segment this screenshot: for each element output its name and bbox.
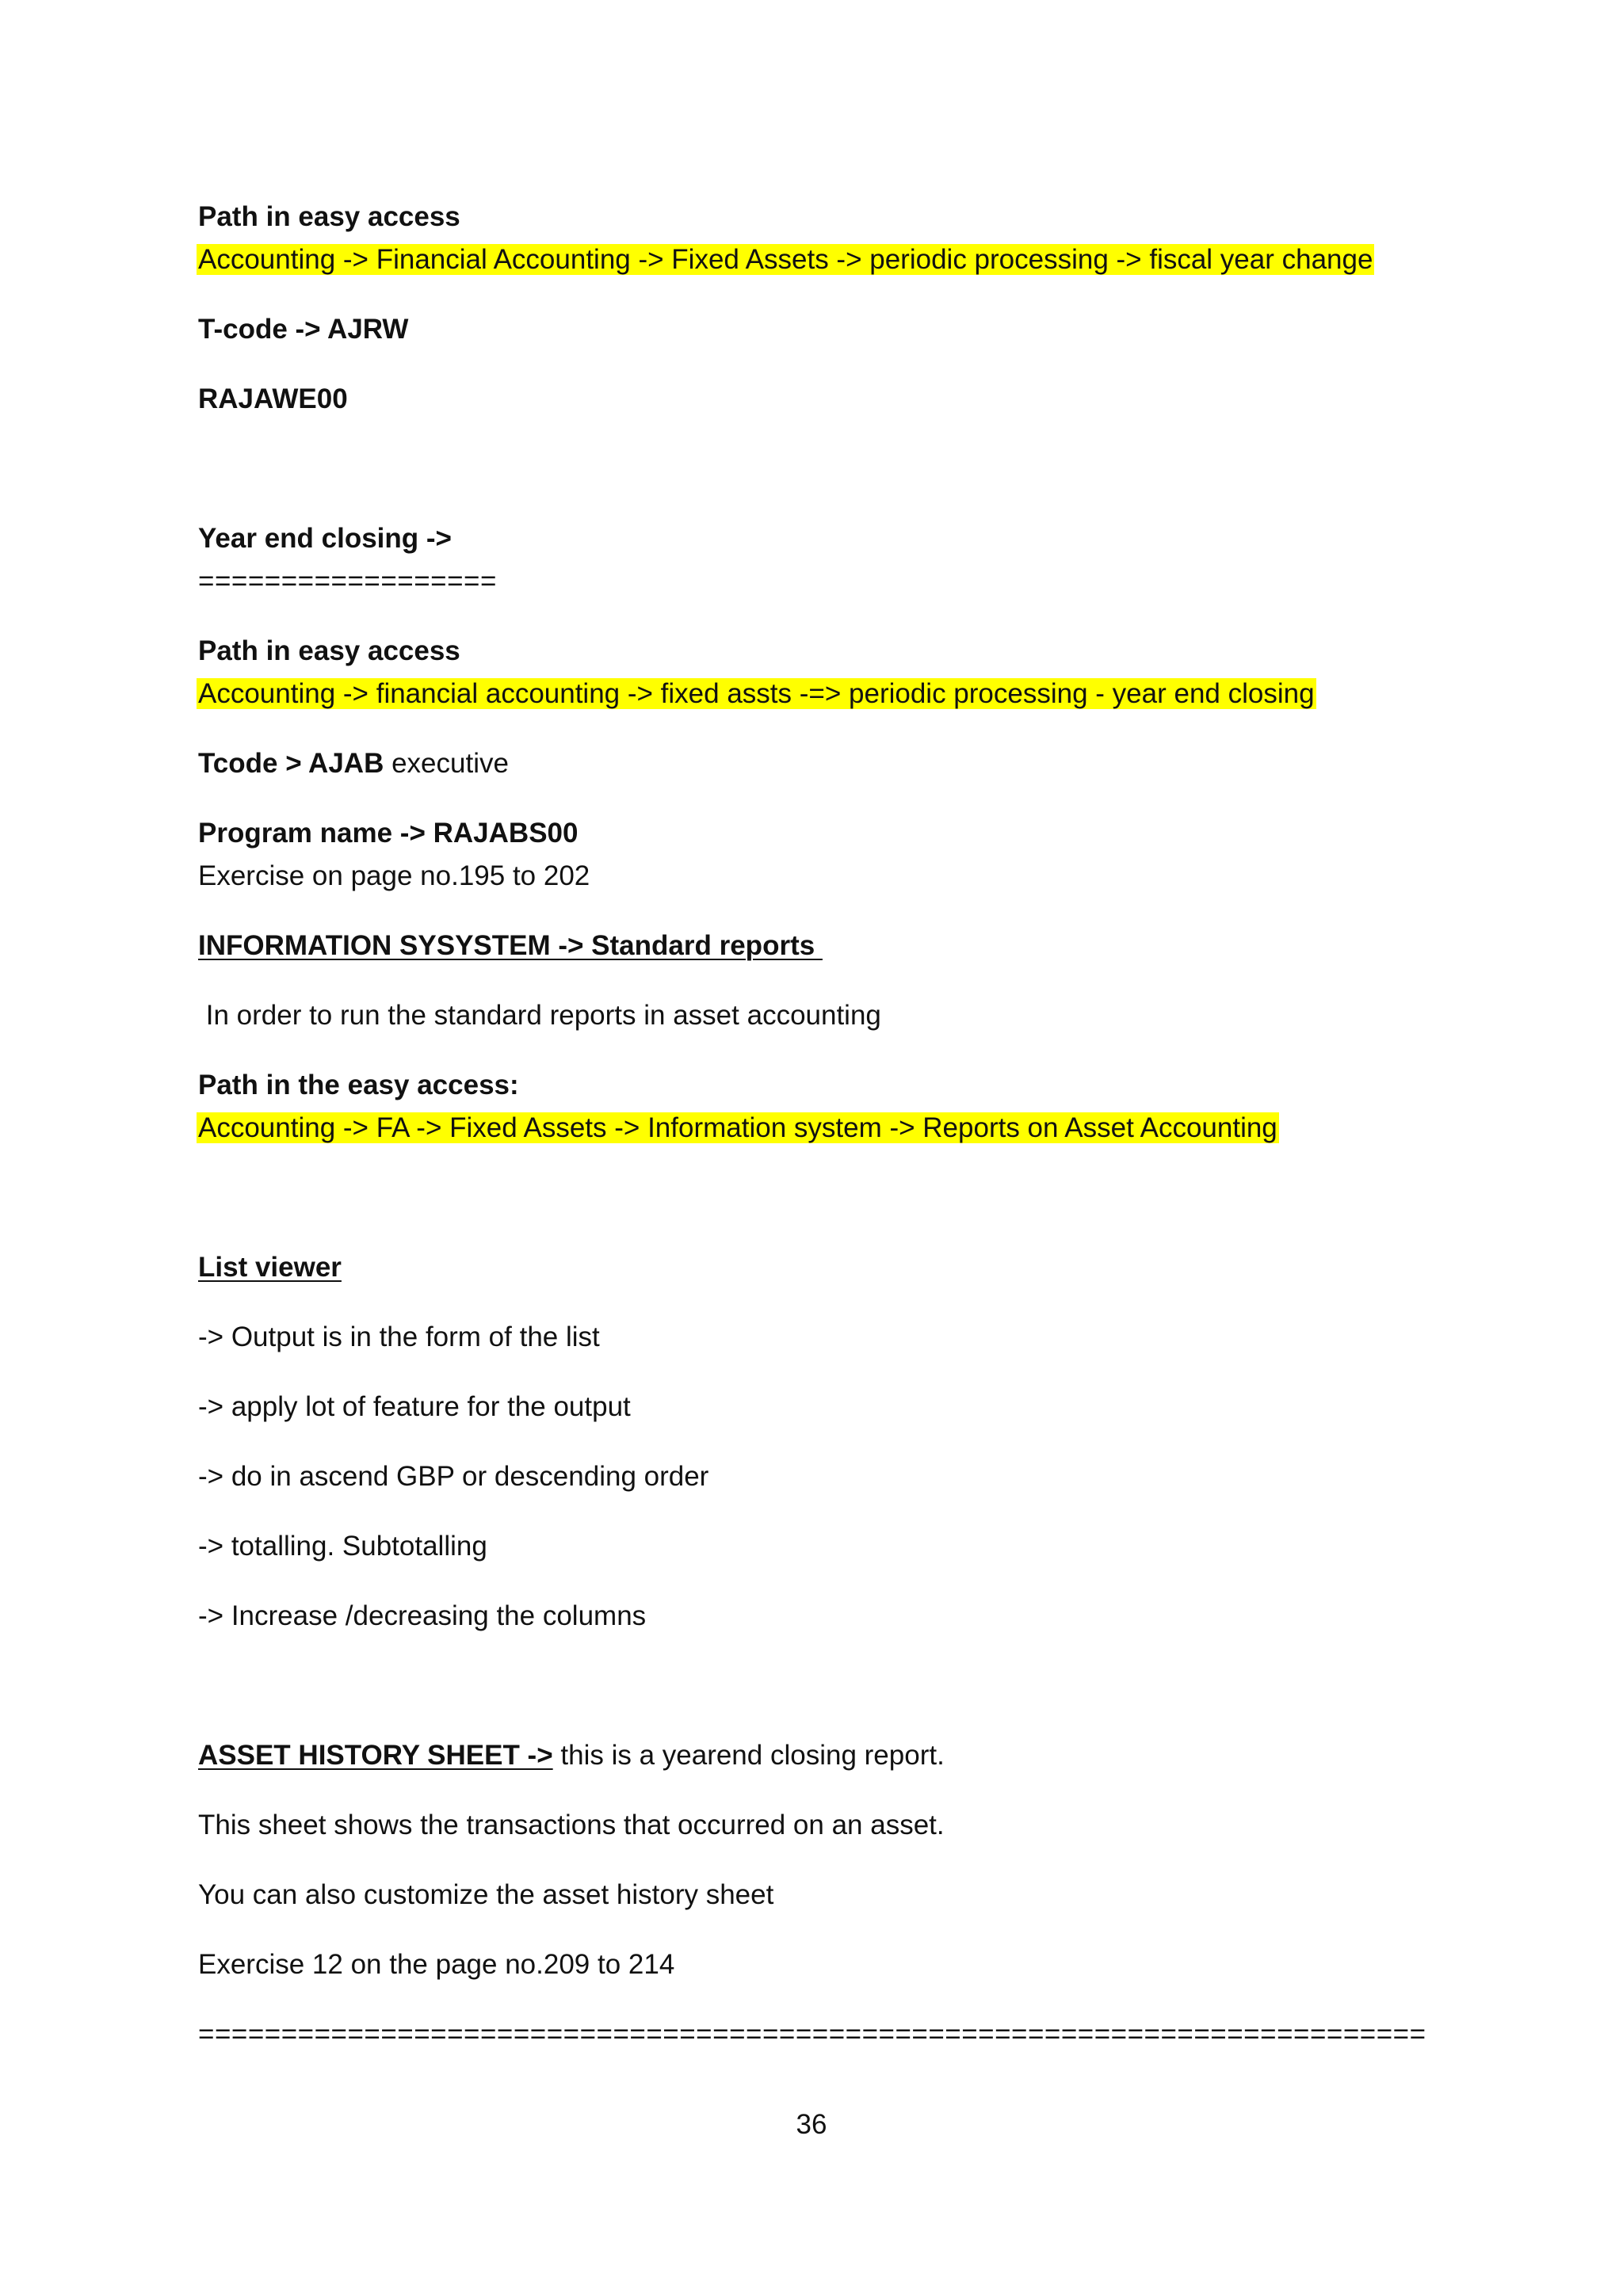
program-rajabs00: Program name -> RAJABS00 — [198, 818, 579, 849]
tcode-ajrw: T-code -> AJRW — [198, 314, 409, 345]
highlighted-path: Accounting -> financial accounting -> fixed assts -=> periodic processing - year end closing — [198, 678, 1315, 709]
section-heading-reports-path: Path in the easy access: — [198, 1070, 519, 1100]
separator-short: ================== — [198, 566, 497, 597]
standard-reports-intro: In order to run the standard reports in asset accounting — [198, 1000, 881, 1031]
information-system-heading: INFORMATION SYSYSTEM -> Standard reports — [198, 930, 823, 961]
exercise-195-202: Exercise on page no.195 to 202 — [198, 860, 590, 891]
list-item: -> Increase /decreasing the columns — [198, 1600, 647, 1631]
list-viewer-heading: List viewer — [198, 1252, 342, 1283]
asset-history-line-2: You can also customize the asset history sheet — [198, 1879, 774, 1910]
tcode-suffix: executive — [384, 748, 509, 779]
asset-history-line-1: This sheet shows the transactions that occurred on an asset. — [198, 1810, 945, 1840]
tcode-ajab — [198, 746, 509, 781]
tcode-label: Tcode > AJAB — [198, 748, 384, 779]
separator-long: ========================================================================== — [198, 2019, 1426, 2050]
list-item: -> do in ascend GBP or descending order — [198, 1461, 709, 1492]
highlighted-path: Accounting -> FA -> Fixed Assets -> Information system -> Reports on Asset Accounting — [198, 1112, 1277, 1143]
asset-history-description: this is a yearend closing report. — [552, 1740, 945, 1771]
year-end-path — [198, 677, 1316, 711]
exercise-209-214: Exercise 12 on the page no.209 to 214 — [198, 1949, 675, 1980]
asset-history-heading: ASSET HISTORY SHEET -> — [198, 1740, 553, 1771]
list-item: -> Output is in the form of the list — [198, 1322, 600, 1352]
program-rajawe00: RAJAWE00 — [198, 383, 348, 414]
page-number: 36 — [796, 2109, 827, 2140]
fiscal-year-path — [198, 242, 1374, 277]
section-heading-yearend-path: Path in easy access — [198, 635, 460, 666]
asset-history-sheet-line — [198, 1738, 945, 1773]
section-heading-fiscal-path: Path in easy access — [198, 201, 460, 232]
highlighted-path: Accounting -> Financial Accounting -> Fixed Assets -> periodic processing -> fiscal year change — [198, 244, 1373, 275]
year-end-closing-heading: Year end closing -> — [198, 523, 452, 554]
reports-path — [198, 1111, 1279, 1146]
list-item: -> totalling. Subtotalling — [198, 1531, 487, 1562]
list-item: -> apply lot of feature for the output — [198, 1391, 631, 1422]
